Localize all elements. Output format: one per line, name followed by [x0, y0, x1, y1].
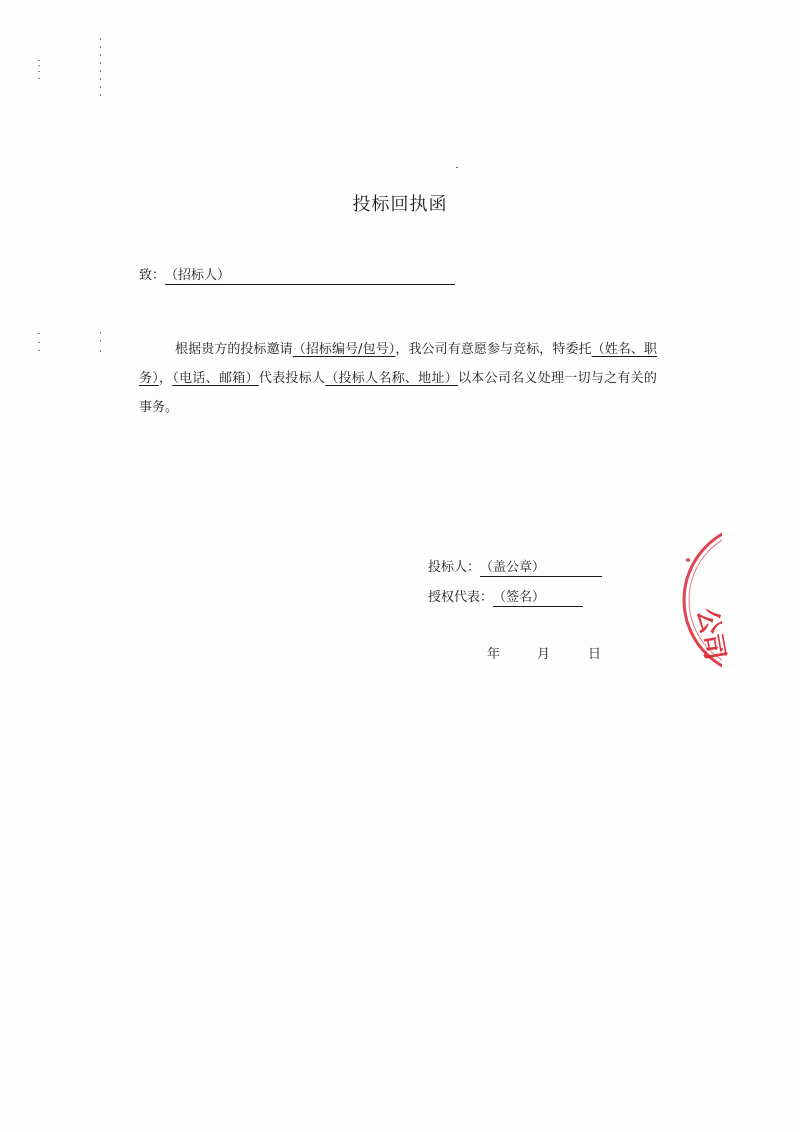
- seal-text: 公司: [691, 606, 730, 663]
- representative-sign-placeholder: （签名）: [493, 590, 546, 605]
- greeting-label: 致：: [139, 268, 166, 283]
- body-mid-2: ，: [159, 371, 173, 386]
- document-title: 投标回执函: [352, 194, 448, 215]
- scan-marks-middle: [30, 330, 110, 360]
- body-paragraph: [139, 335, 657, 422]
- name-title-blank: （姓名、职务）: [139, 342, 657, 386]
- bidder-seal-placeholder: （盖公章）: [480, 560, 546, 575]
- scan-marks-top: [30, 38, 110, 98]
- bidder-seal-field: [480, 556, 602, 577]
- date-year: 年: [487, 647, 501, 662]
- bidder-label: 投标人：: [428, 560, 481, 575]
- recipient-blank: [165, 264, 455, 285]
- representative-label: 授权代表：: [428, 590, 494, 605]
- scan-dot: [455, 165, 461, 171]
- recipient-placeholder: （招标人）: [165, 268, 231, 283]
- greeting-line: [139, 264, 455, 285]
- body-end: 以本公司名义处理一切与之有关的事务。: [139, 371, 657, 415]
- representative-signature-line: [428, 586, 583, 607]
- date-day: 日: [588, 647, 602, 662]
- tender-number-blank: （招标编号/包号）: [292, 342, 396, 357]
- body-intro: 根据贵方的投标邀请: [175, 342, 293, 357]
- contact-blank: （电话、邮箱）: [172, 371, 259, 386]
- body-mid-3: 代表投标人: [258, 371, 326, 386]
- bidder-info-blank: （投标人名称、地址）: [325, 371, 459, 386]
- bidder-signature-line: [428, 556, 602, 577]
- date-month: 月: [537, 647, 551, 662]
- representative-sign-field: [493, 586, 583, 607]
- company-seal-stamp: [650, 520, 800, 680]
- body-mid-1: ，我公司有意愿参与竞标，特委托: [395, 342, 592, 357]
